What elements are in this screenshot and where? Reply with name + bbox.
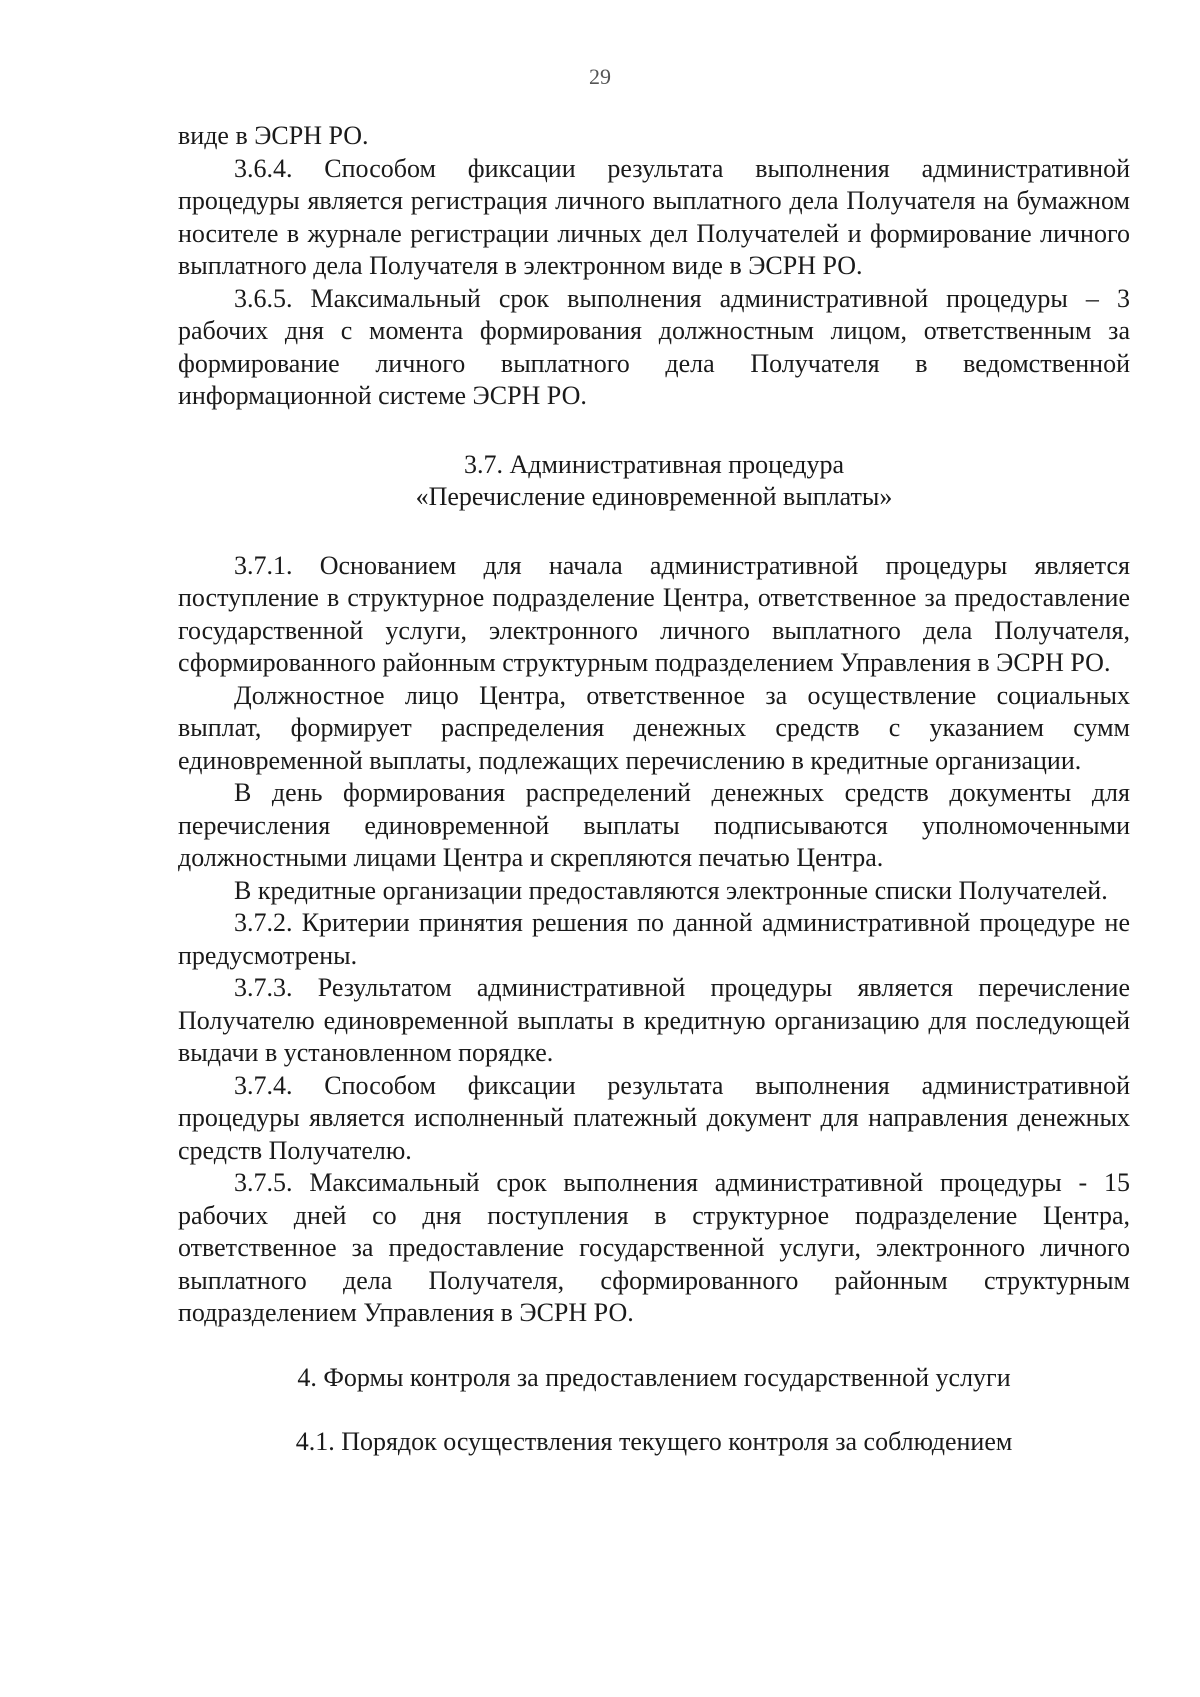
paragraph-signing-documents: В день формирования распределений денежных средств документы для перечисления единовременной выплаты подписываются уполномоченными должностными лицами Центра и скрепляются печатью Центра. bbox=[178, 778, 1130, 872]
paragraph-3-6-4: 3.6.4. Способом фиксации результата выполнения административной процедуры является регистрация личного выплатного дела Получателя на бумажном носителе в журнале регистрации личных дел Получателей и формирование личного выплатного дела Получателя в электронном виде в ЭСРН РО. bbox=[178, 153, 1130, 280]
paragraph-3-7-1: 3.7.1. Основанием для начала административной процедуры является поступление в структурное подразделение Центра, ответственное за предоставление государственной услуги, электронного личного выплатного дела Получателя, сформированного районным структурным подразделением Управления в ЭСРН РО. bbox=[178, 550, 1130, 677]
page-number: 29 bbox=[589, 64, 611, 89]
paragraph-3-7-4: 3.7.4. Способом фиксации результата выполнения административной процедуры является исполненный платежный документ для направления денежных средств Получателю. bbox=[178, 1070, 1130, 1165]
paragraph-3-7-3: 3.7.3. Результатом административной процедуры является перечисление Получателю единовременной выплаты в кредитную организацию для последующей выдачи в установленном порядке. bbox=[178, 973, 1130, 1067]
section-heading-3-7-line1: 3.7. Административная процедура bbox=[463, 449, 845, 479]
section-heading-4-1: 4.1. Порядок осуществления текущего контроля за соблюдением bbox=[295, 1427, 1013, 1456]
paragraph-3-6-5: 3.6.5. Максимальный срок выполнения административной процедуры – 3 рабочих дня с момента формирования должностным лицом, ответственным за формирование личного выплатного дела Получателя в ведомственной информационной системе ЭСРН РО. bbox=[178, 283, 1130, 410]
paragraph-3-7-2: 3.7.2. Критерии принятия решения по данной административной процедуре не предусмотрены. bbox=[178, 908, 1130, 970]
section-heading-3-7-line2: «Перечисление единовременной выплаты» bbox=[415, 482, 893, 511]
paragraph-official-forms-distribution: Должностное лицо Центра, ответственное за осуществление социальных выплат, формирует распределения денежных средств с указанием сумм единовременной выплаты, подлежащих перечислению в кредитные организации. bbox=[178, 680, 1130, 775]
document-body bbox=[178, 120, 1130, 1459]
paragraph-continuation: виде в ЭСРН РО. bbox=[178, 121, 369, 150]
section-heading-4: 4. Формы контроля за предоставлением государственной услуги bbox=[297, 1362, 1011, 1392]
paragraph-electronic-lists: В кредитные организации предоставляются электронные списки Получателей. bbox=[234, 875, 1108, 905]
paragraph-3-7-5: 3.7.5. Максимальный срок выполнения административной процедуры - 15 рабочих дней со дня поступления в структурное подразделение Центра, ответственное за предоставление государственной услуги, электронного личного выплатного дела Получателя, сформированного районным структурным подразделением Управления в ЭСРН РО. bbox=[178, 1168, 1130, 1327]
